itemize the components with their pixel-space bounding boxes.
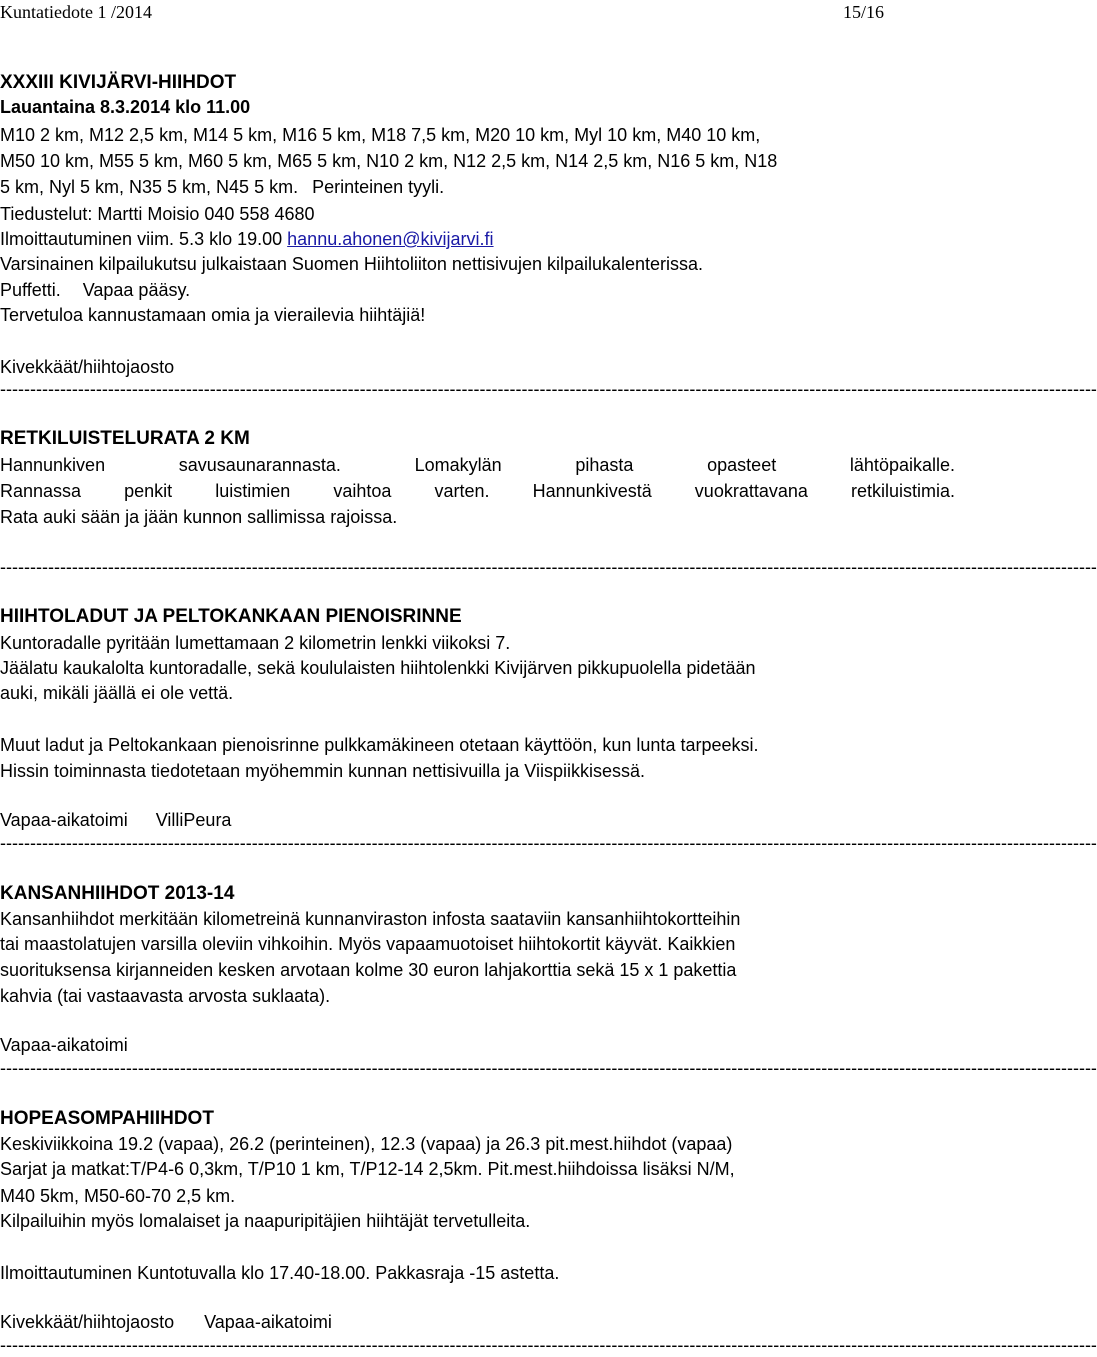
event-date: Lauantaina 8.3.2014 klo 11.00: [0, 97, 251, 117]
trails-line-5: Hissin toiminnasta tiedotetaan myöhemmin kunnan nettisivuilla ja Viispiikkisessä.: [0, 761, 645, 781]
welcome-line: Tervetuloa kannustamaan omia ja vierailevia hiihtäjiä!: [0, 305, 426, 325]
page-number: 15/16: [843, 2, 885, 22]
section-title-kivijarvi-hiihdot: XXXIII KIVIJÄRVI-HIIHDOT: [0, 72, 237, 93]
public-ski-line-2: tai maastolatujen varsilla oleviin vihkoihin. Myös vapaamuotoiset hiihtokortit käyvät. Kaikkien: [0, 934, 736, 954]
signature-hiihtojaosto: Kivekkäät/hiihtojaosto: [0, 357, 175, 377]
divider: ---------------------------------------------------------------------------------------------------------------------------------------------------------------------------------------: [0, 1058, 1097, 1078]
divider: ---------------------------------------------------------------------------------------------------------------------------------------------------------------------------------------: [0, 379, 1097, 399]
inquiry-line: Tiedustelut: Martti Moisio 040 558 4680: [0, 204, 315, 224]
style-note: Perinteinen tyyli.: [312, 177, 445, 197]
registration-line: [0, 227, 958, 251]
silver-line-4: Kilpailuihin myös lomalaiset ja naapuripitäjien hiihtäjät tervetulleita.: [0, 1211, 531, 1231]
email-link[interactable]: hannu.ahonen@kivijarvi.fi: [287, 229, 494, 249]
series-line-3-text: 5 km, Nyl 5 km, N35 5 km, N45 5 km.: [0, 177, 299, 197]
buffet-line: [0, 278, 958, 302]
section-title-kansanhiihdot: KANSANHIIHDOT 2013-14: [0, 883, 235, 904]
signature-vapaa-aikatoimi: Vapaa-aikatoimi: [204, 1312, 332, 1332]
invitation-line: Varsinainen kilpailukutsu julkaistaan Suomen Hiihtoliiton nettisivujen kilpailukalenterissa.: [0, 254, 704, 274]
trails-line-2: Jäälatu kaukalolta kuntoradalle, sekä koululaisten hiihtolenkki Kivijärven pikkupuolella pidetään: [0, 658, 756, 678]
public-ski-line-4: kahvia (tai vastaavasta arvosta suklaata).: [0, 986, 331, 1006]
divider: ---------------------------------------------------------------------------------------------------------------------------------------------------------------------------------------: [0, 557, 1097, 577]
series-line-1: M10 2 km, M12 2,5 km, M14 5 km, M16 5 km, M18 7,5 km, M20 10 km, Myl 10 km, M40 10 km,: [0, 125, 761, 145]
silver-line-2: Sarjat ja matkat:T/P4-6 0,3km, T/P10 1 km, T/P12-14 2,5km. Pit.mest.hiihdoissa lisäksi N/M,: [0, 1159, 735, 1179]
signature-row: [0, 808, 958, 832]
public-ski-line-3: suorituksensa kirjanneiden kesken arvotaan kolme 30 euron lahjakorttia sekä 15 x 1 pakettia: [0, 960, 737, 980]
skating-line-3: Rata auki sään ja jään kunnon sallimissa rajoissa.: [0, 507, 398, 527]
signature-row: [0, 1310, 958, 1334]
skating-line-1: Hannunkiven savusaunarannasta. Lomakylän pihasta opasteet lähtöpaikalle.: [0, 455, 955, 475]
free-entry-text: Vapaa pääsy.: [82, 280, 191, 300]
silver-line-3: M40 5km, M50-60-70 2,5 km.: [0, 1186, 236, 1206]
series-line-2: M50 10 km, M55 5 km, M60 5 km, M65 5 km, N10 2 km, N12 2,5 km, N14 2,5 km, N16 5 km, N18: [0, 151, 778, 171]
section-title-hopeasompahiihdot: HOPEASOMPAHIIHDOT: [0, 1108, 214, 1129]
series-line-3: [0, 175, 958, 199]
silver-line-5: Ilmoittautuminen Kuntotuvalla klo 17.40-18.00. Pakkasraja -15 astetta.: [0, 1263, 560, 1283]
buffet-text: Puffetti.: [0, 280, 61, 300]
signature-hiihtojaosto: Kivekkäät/hiihtojaosto: [0, 1312, 175, 1332]
divider: ---------------------------------------------------------------------------------------------------------------------------------------------------------------------------------------: [0, 1335, 1097, 1355]
silver-line-1: Keskiviikkoina 19.2 (vapaa), 26.2 (perinteinen), 12.3 (vapaa) ja 26.3 pit.mest.hiihdot (vapaa): [0, 1134, 733, 1154]
signature-vapaa-aikatoimi: Vapaa-aikatoimi: [0, 1035, 128, 1055]
signature-vapaa-aikatoimi: Vapaa-aikatoimi: [0, 810, 128, 830]
trails-line-1: Kuntoradalle pyritään lumettamaan 2 kilometrin lenkki viikoksi 7.: [0, 633, 511, 653]
section-title-hiihtoladut: HIIHTOLADUT JA PELTOKANKAAN PIENOISRINNE: [0, 606, 462, 627]
divider: ---------------------------------------------------------------------------------------------------------------------------------------------------------------------------------------: [0, 833, 1097, 853]
public-ski-line-1: Kansanhiihdot merkitään kilometreinä kunnanviraston infosta saataviin kansanhiihtokortteihin: [0, 909, 741, 929]
registration-text: Ilmoittautuminen viim. 5.3 klo 19.00: [0, 229, 283, 249]
section-title-retkiluistelurata: RETKILUISTELURATA 2 KM: [0, 428, 250, 449]
trails-line-4: Muut ladut ja Peltokankaan pienoisrinne pulkkamäkineen otetaan käyttöön, kun lunta tarpeeksi.: [0, 735, 759, 755]
trails-line-3: auki, mikäli jäällä ei ole vettä.: [0, 683, 234, 703]
signature-villipeura: VilliPeura: [155, 810, 232, 830]
skating-line-2: Rannassa penkit luistimien vaihtoa varten. Hannunkivestä vuokrattavana retkiluistimia.: [0, 481, 955, 501]
header-left: Kuntatiedote 1 /2014: [0, 2, 152, 22]
